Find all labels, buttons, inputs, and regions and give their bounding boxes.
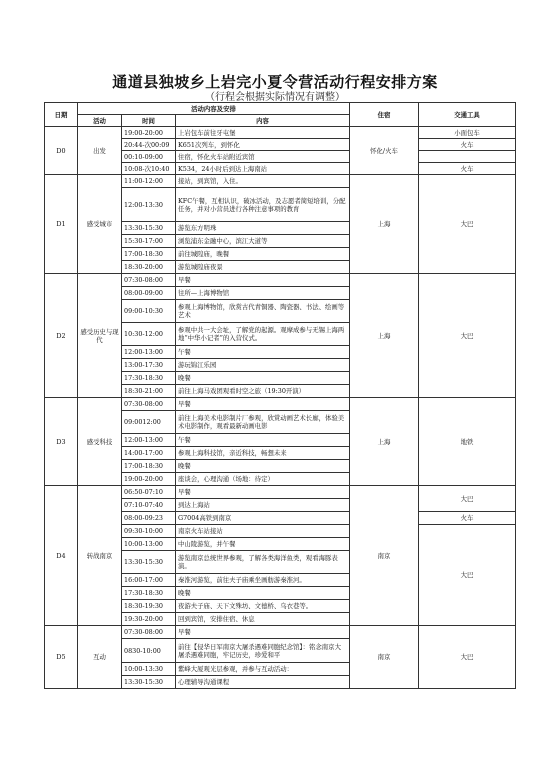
content-cell: 座谈会，心理沟通（场地：待定） [176, 473, 350, 486]
day-label: D3 [45, 398, 78, 486]
transport-cell: 大巴 [419, 525, 516, 626]
time-cell: 20:44-次00:09 [122, 139, 176, 151]
table-row [45, 175, 516, 188]
content-cell: 游览南京总统世界参观，了解各类海洋鱼类，观看海豚表演。 [176, 551, 350, 574]
content-cell: 南京火车站接站 [176, 525, 350, 538]
transport-cell: 大巴 [419, 274, 516, 398]
header-row-1 [45, 103, 516, 115]
content-cell: 回到宾馆，安排住宿、休息 [176, 613, 350, 626]
content-cell: 前往上海美术电影制片厂参观，欣赏动画艺术长廊，体验美术电影制作，观看最新动画电影 [176, 411, 350, 434]
page-subtitle: （行程会根据实际情况有调整） [205, 92, 345, 103]
content-cell: 心理辅导沟通课程 [176, 676, 350, 689]
content-cell: K651次列车，到怀化 [176, 139, 350, 151]
time-cell: 17:00-18:30 [122, 248, 176, 261]
content-header: 内容 [176, 115, 350, 127]
lodging-cell: 南京 [350, 486, 419, 626]
content-cell: 中山陵游览，并午餐 [176, 538, 350, 551]
time-header: 时间 [122, 115, 176, 127]
time-cell: 09:30-10:00 [122, 525, 176, 538]
transport-cell: 大巴 [419, 626, 516, 689]
content-cell: 午餐 [176, 434, 350, 447]
content-cell: 浏览浦东金融中心，滨江大道等 [176, 235, 350, 248]
content-cell: 早餐 [176, 486, 350, 499]
time-cell: 07:30-08:00 [122, 274, 176, 287]
content-cell: 往所—上海博物馆 [176, 287, 350, 300]
time-cell: 12:00-13:30 [122, 188, 176, 222]
time-cell: 17:00-18:30 [122, 460, 176, 473]
transport-cell: 大巴 [419, 486, 516, 512]
time-cell: 09:00-10:30 [122, 300, 176, 323]
activity-cell: 感受城市 [78, 175, 122, 274]
time-cell: 17:30-18:30 [122, 587, 176, 600]
transport-cell: 火车 [419, 139, 516, 151]
time-cell: 07:10-07:40 [122, 499, 176, 512]
content-cell: 早餐 [176, 626, 350, 639]
transport-cell: 小面包车 [419, 127, 516, 139]
content-cell: 夜游夫子庙、天下文殊坊、文德桥、乌衣巷等。 [176, 600, 350, 613]
time-cell: 13:30-15:30 [122, 222, 176, 235]
content-cell: 参观上海科技馆，亲近科技，畅想未来 [176, 447, 350, 460]
time-cell: 08:00-09:23 [122, 512, 176, 525]
transport-cell [419, 151, 516, 163]
content-cell: 晚餐 [176, 587, 350, 600]
activity-header: 活动 [78, 115, 122, 127]
content-cell: 午餐 [176, 346, 350, 359]
time-cell: 15:30-17:00 [122, 235, 176, 248]
time-cell: 10:08-次10:40 [122, 163, 176, 175]
time-cell: 12:00-13:00 [122, 346, 176, 359]
content-cell: G7004高铁到南京 [176, 512, 350, 525]
activity-cell: 转战南京 [78, 486, 122, 626]
activity-cell: 感受历史与现代 [78, 274, 122, 398]
table-row [45, 127, 516, 139]
content-cell: 晚餐 [176, 372, 350, 385]
time-cell: 10:00-13:00 [122, 538, 176, 551]
time-cell: 12:00-13:00 [122, 434, 176, 447]
content-cell: 前往上海马戏团观看时空之旅（19:30开演） [176, 385, 350, 398]
transport-cell: 大巴 [419, 175, 516, 274]
content-cell: 到达上海站 [176, 499, 350, 512]
lodging-cell: 上海 [350, 398, 419, 486]
content-cell: 紫峰大厦观光层参观，并参与互动活动： [176, 663, 350, 676]
time-cell: 10:30-12:00 [122, 323, 176, 346]
time-cell: 11:00-12:00 [122, 175, 176, 188]
table-row [45, 274, 516, 287]
time-cell: 10:00-13:30 [122, 663, 176, 676]
time-cell: 18:30-21:00 [122, 385, 176, 398]
day-label: D1 [45, 175, 78, 274]
time-cell: 14:00-17:00 [122, 447, 176, 460]
time-cell: 17:30-18:30 [122, 372, 176, 385]
activity-cell: 出发 [78, 127, 122, 175]
time-cell: 18:30-19:30 [122, 600, 176, 613]
lodging-header: 住宿 [350, 103, 419, 127]
day-label: D2 [45, 274, 78, 398]
schedule-table [44, 102, 516, 689]
time-cell: 19:30-20:00 [122, 613, 176, 626]
content-cell: 参观中共一大会址，了解党的起源。观摩成参与无锡上海两地“中华小记者”的入营仪式。 [176, 323, 350, 346]
content-cell: 上岩包车前往牙屯堡 [176, 127, 350, 139]
content-cell: K534，24小时后到达上海南站 [176, 163, 350, 175]
time-cell: 19:00-20:00 [122, 127, 176, 139]
content-cell: 参观上海博物馆，欣赏古代青铜器、陶瓷器、书法、绘画等艺术 [176, 300, 350, 323]
group-header: 活动内容及安排 [78, 103, 350, 115]
lodging-cell: 南京 [350, 626, 419, 689]
activity-cell: 感受科技 [78, 398, 122, 486]
lodging-cell: 怀化/火车 [350, 127, 419, 175]
time-cell: 13:00-17:30 [122, 359, 176, 372]
content-cell: 秦淮河游览，前往夫子庙乘坐画舫游秦淮河。 [176, 574, 350, 587]
content-cell: 住宿，怀化火车站附近宾馆 [176, 151, 350, 163]
content-cell: 早餐 [176, 274, 350, 287]
time-cell: 18:30-20:00 [122, 261, 176, 274]
date-header: 日期 [45, 103, 78, 127]
time-cell: 06:50-07:10 [122, 486, 176, 499]
activity-cell: 互动 [78, 626, 122, 689]
time-cell: 19:00-20:00 [122, 473, 176, 486]
transport-cell: 火车 [419, 163, 516, 175]
content-cell: 晚餐 [176, 460, 350, 473]
day-label: D5 [45, 626, 78, 689]
content-cell: 接站，到宾馆，入住。 [176, 175, 350, 188]
day-label: D4 [45, 486, 78, 626]
lodging-cell: 上海 [350, 274, 419, 398]
time-cell: 07:30-08:00 [122, 626, 176, 639]
content-cell: KFC午餐，互相认识，破冰活动，及志愿者简短培训，分配任务，并对小营员进行各种注意事项的教育 [176, 188, 350, 222]
content-cell: 游览东方明珠 [176, 222, 350, 235]
time-cell: 07:30-08:00 [122, 398, 176, 411]
table-row [45, 626, 516, 639]
time-cell: 13:30-15:30 [122, 551, 176, 574]
time-cell: 08:00-09:00 [122, 287, 176, 300]
table-row [45, 398, 516, 411]
lodging-cell: 上海 [350, 175, 419, 274]
time-cell: 13:30-15:30 [122, 676, 176, 689]
time-cell: 0830-10:00 [122, 639, 176, 663]
transport-cell: 火车 [419, 512, 516, 525]
time-cell: 00:10-09:00 [122, 151, 176, 163]
table-row [45, 486, 516, 499]
time-cell: 16:00-17:00 [122, 574, 176, 587]
time-cell: 09:0012:00 [122, 411, 176, 434]
content-cell: 前往【侵华日军南京大屠杀遇难同胞纪念馆】：铭念南京大屠杀遇难同胞，牢记历史，珍爱和平 [176, 639, 350, 663]
content-cell: 游玩锦江乐园 [176, 359, 350, 372]
content-cell: 早餐 [176, 398, 350, 411]
transport-header: 交通工具 [419, 103, 516, 127]
page-title: 通道县独坡乡上岩完小夏令营活动行程安排方案 [112, 73, 438, 91]
content-cell: 前往城隍庙，晚餐 [176, 248, 350, 261]
day-label: D0 [45, 127, 78, 175]
content-cell: 游览城隍庙夜景 [176, 261, 350, 274]
transport-cell: 地铁 [419, 398, 516, 486]
